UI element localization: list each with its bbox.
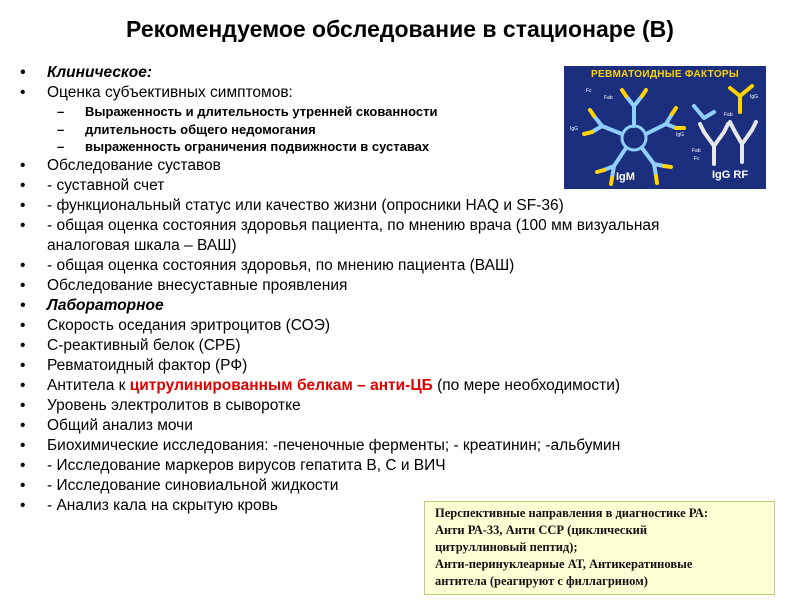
list-item-text: Биохимические исследования: -печеночные ферменты; - креатинин; -альбумин — [47, 436, 621, 454]
fc-label: Fc — [694, 156, 700, 162]
dash-bullet: – — [57, 139, 65, 154]
bullet: • — [20, 376, 26, 394]
list-item-text: - Анализ кала на скрытую кровь — [47, 496, 278, 514]
bullet: • — [20, 356, 26, 374]
bullet: • — [20, 84, 26, 101]
sub-list-item-text: выраженность ограничения подвижности в суставах — [85, 139, 430, 154]
list-item-text: (по мере необходимости) — [432, 376, 621, 394]
bullet: • — [20, 256, 26, 274]
list-item-text: - общая оценка состояния здоровья, по мнению пациента (ВАШ) — [47, 256, 515, 274]
list-item-antibodies — [20, 376, 780, 396]
igg-rf-icon — [694, 86, 759, 164]
list-item-text: - суставной счет — [47, 176, 165, 194]
illustration-title: РЕВМАТОИДНЫЕ ФАКТОРЫ — [591, 69, 739, 80]
bullet: • — [20, 64, 26, 81]
antibody-diagram — [564, 66, 766, 189]
igg-rf-label: IgG RF — [712, 169, 749, 181]
sub-list-item-text: Выраженность и длительность утренней скованности — [85, 104, 438, 119]
rheumatoid-factors-illustration — [564, 66, 766, 189]
list-item-text: Антитела к — [47, 376, 130, 394]
fab-label: Fab — [692, 148, 701, 154]
list-item — [20, 276, 780, 296]
bullet: • — [20, 276, 26, 294]
bullet: • — [20, 476, 26, 494]
list-item — [20, 416, 780, 436]
list-item-text: аналоговая шкала – ВАШ) — [47, 236, 237, 254]
note-line: Перспективные направления в диагностике РА: — [435, 506, 709, 520]
note-line: цитруллиновый пептид); — [435, 540, 578, 554]
fab-label: Fab — [724, 112, 733, 118]
list-item-text: - Исследование маркеров вирусов гепатита В, С и ВИЧ — [47, 456, 446, 474]
list-item — [20, 296, 780, 316]
dash-bullet: – — [57, 104, 65, 119]
fab-label: Fab — [604, 95, 613, 101]
perspective-directions-note — [424, 501, 775, 595]
section-heading-laboratory: Лабораторное — [47, 296, 164, 314]
bullet: • — [20, 176, 26, 194]
list-item-text: Обследование суставов — [47, 156, 221, 174]
sub-list-item-text: длительность общего недомогания — [85, 121, 316, 137]
list-item — [20, 316, 780, 336]
bullet: • — [20, 336, 26, 354]
note-line: антитела (реагируют с филлагрином) — [435, 574, 648, 588]
list-item — [20, 456, 780, 476]
list-item-text: С-реактивный белок (СРБ) — [47, 336, 241, 354]
list-item-continuation — [20, 236, 780, 256]
list-item-text: Общий анализ мочи — [47, 416, 193, 434]
list-item — [20, 216, 780, 236]
slide-title: Рекомендуемое обследование в стационаре (В) — [126, 16, 674, 42]
section-heading-clinical: Клиническое: — [47, 64, 153, 81]
list-item — [20, 436, 780, 456]
note-line: Анти-перинуклеарные АТ, Антикератиновые — [435, 557, 693, 571]
bullet: • — [20, 316, 26, 334]
list-item — [20, 196, 780, 216]
list-item — [20, 396, 780, 416]
list-item — [20, 356, 780, 376]
igg-label: IgG — [750, 94, 759, 100]
bullet: • — [20, 396, 26, 414]
bullet: • — [20, 156, 26, 174]
list-item-text: Обследование внесуставные проявления — [47, 276, 348, 294]
bullet: • — [20, 456, 26, 474]
bullet: • — [20, 416, 26, 434]
list-item-text: Оценка субъективных симптомов: — [47, 84, 293, 101]
list-item — [20, 336, 780, 356]
bullet: • — [20, 196, 26, 214]
list-item-text: - общая оценка состояния здоровья пациента, по мнению врача (100 мм визуальная — [47, 216, 660, 234]
igg-label: IgG — [676, 132, 685, 138]
fc-label: Fc — [586, 88, 592, 94]
bullet: • — [20, 296, 26, 314]
list-item-text: - функциональный статус или качество жизни (опросники HAQ и SF-36) — [47, 196, 564, 214]
igm-label: IgM — [616, 171, 635, 183]
bullet: • — [20, 496, 26, 514]
list-item — [20, 476, 780, 496]
dash-bullet: – — [57, 121, 65, 137]
highlighted-text: цитрулинированным белкам – анти-ЦБ — [129, 376, 433, 394]
list-item-text: Скорость оседания эритроцитов (СОЭ) — [47, 316, 330, 334]
bullet: • — [20, 216, 26, 234]
bullet: • — [20, 436, 26, 454]
list-item-text: - Исследование синовиальной жидкости — [47, 476, 339, 494]
list-item-text: Ревматоидный фактор (РФ) — [47, 356, 248, 374]
list-item-text: Уровень электролитов в сыворотке — [47, 396, 301, 414]
igm-pentamer-icon — [584, 90, 684, 184]
list-item — [20, 256, 780, 276]
note-line: Анти РА-33, Анти ССР (циклический — [435, 523, 648, 537]
igg-label: IgG — [570, 126, 579, 132]
